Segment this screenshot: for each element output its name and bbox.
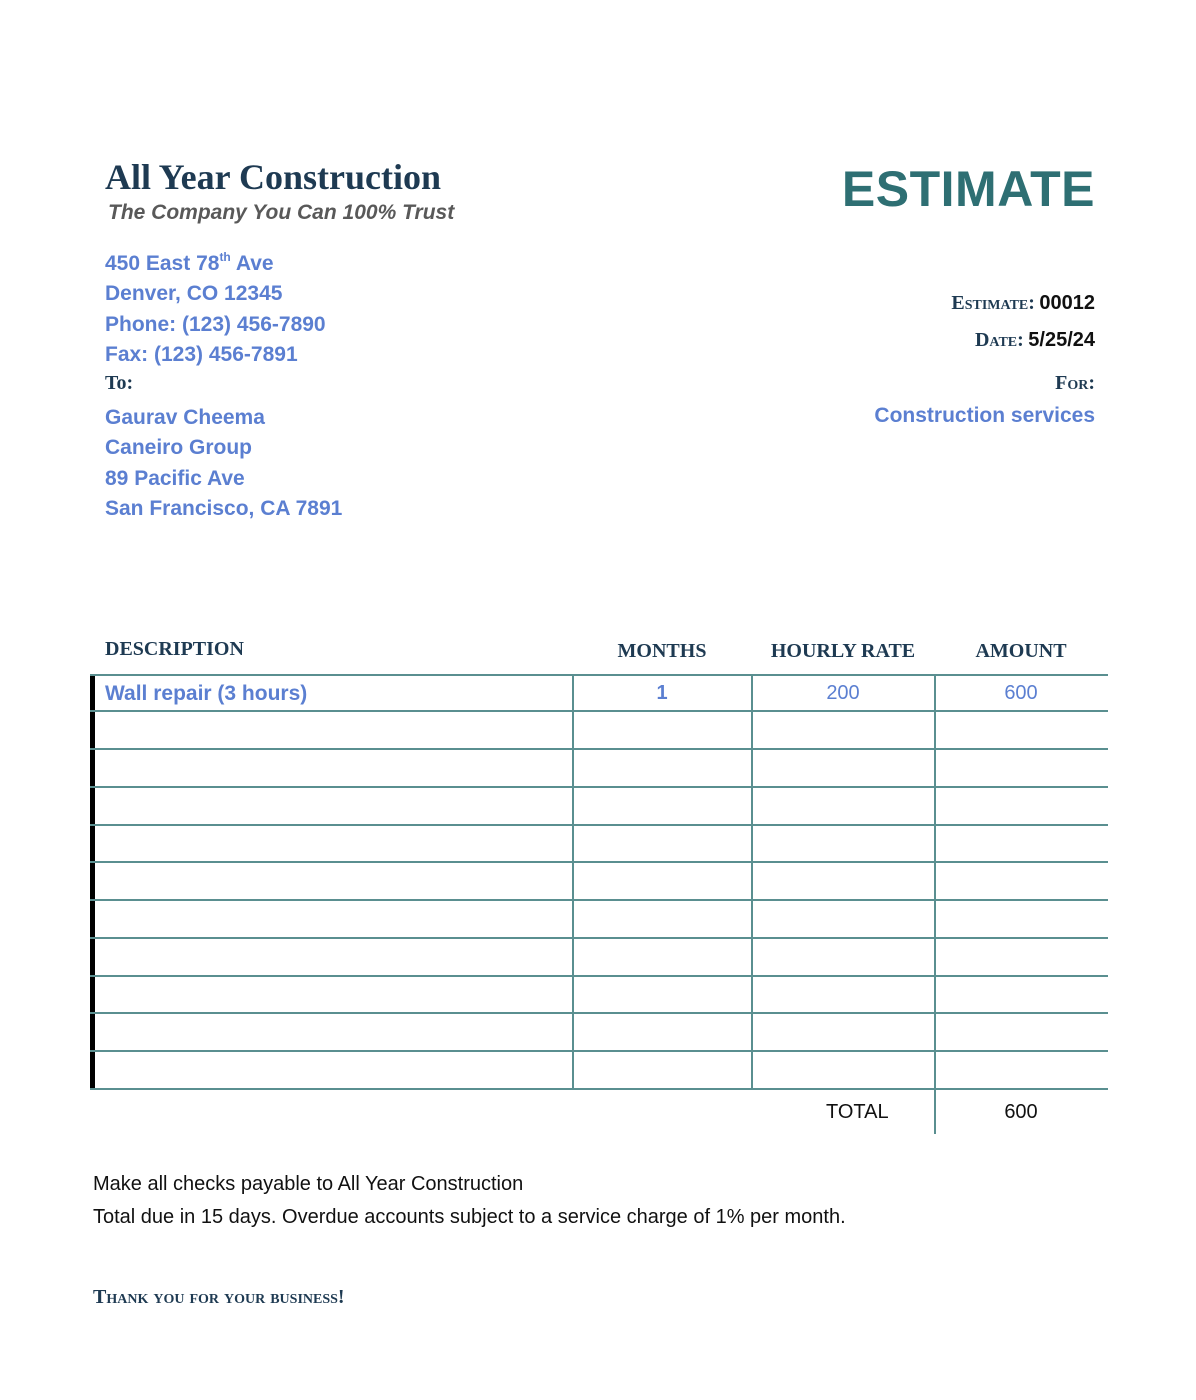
table-rule <box>90 674 1108 676</box>
column-header-description: DESCRIPTION <box>105 638 244 660</box>
table-rule <box>90 824 1108 826</box>
estimate-date-label: Date: <box>974 329 1024 351</box>
estimate-number-label: Estimate: <box>951 292 1035 314</box>
document-title: ESTIMATE <box>841 161 1095 217</box>
table-column-divider <box>751 674 753 1090</box>
recipient-street: 89 Pacific Ave <box>105 467 245 490</box>
total-value: 600 <box>1004 1101 1038 1123</box>
table-column-divider <box>572 674 574 1090</box>
estimate-date-row <box>975 329 1095 352</box>
table-row-months: 1 <box>656 682 668 704</box>
estimate-number-value: 00012 <box>1039 292 1095 314</box>
company-phone: Phone: (123) 456-7890 <box>105 313 326 336</box>
for-label: For: <box>1055 372 1095 394</box>
total-divider <box>934 1090 936 1134</box>
table-rule <box>90 899 1108 901</box>
company-address-line2: Denver, CO 12345 <box>105 282 283 305</box>
table-rule <box>90 1050 1108 1052</box>
table-rule <box>90 710 1108 712</box>
company-tagline: The Company You Can 100% Trust <box>108 201 455 224</box>
company-name: All Year Construction <box>105 157 441 197</box>
thank-you-message: Thank you for your business! <box>93 1286 345 1308</box>
table-rule <box>90 975 1108 977</box>
for-value: Construction services <box>874 404 1095 427</box>
company-address-line1: 450 East 78th Ave <box>105 250 274 275</box>
table-rule <box>90 786 1108 788</box>
table-rule <box>90 1088 1108 1090</box>
column-header-hourly-rate: HOURLY RATE <box>770 640 916 662</box>
company-fax: Fax: (123) 456-7891 <box>105 343 298 366</box>
recipient-city: San Francisco, CA 7891 <box>105 497 343 520</box>
total-label: TOTAL <box>826 1101 889 1123</box>
column-header-amount: AMOUNT <box>975 640 1067 662</box>
table-row-hourly-rate: 200 <box>826 682 860 704</box>
estimate-number-row <box>951 292 1095 315</box>
estimate-date-value: 5/25/24 <box>1028 329 1095 351</box>
table-rule <box>90 748 1108 750</box>
table-row-description: Wall repair (3 hours) <box>105 682 308 705</box>
table-column-divider <box>934 674 936 1090</box>
line-items-table <box>90 674 1108 1092</box>
column-header-months: MONTHS <box>617 640 707 662</box>
table-rule <box>90 1012 1108 1014</box>
table-left-border <box>90 674 95 1090</box>
table-rule <box>90 937 1108 939</box>
table-rule <box>90 861 1108 863</box>
terms-note: Total due in 15 days. Overdue accounts subject to a service charge of 1% per month. <box>93 1206 846 1228</box>
recipient-name: Gaurav Cheema <box>105 406 265 429</box>
recipient-company: Caneiro Group <box>105 436 253 459</box>
to-label: To: <box>105 372 134 394</box>
payment-note: Make all checks payable to All Year Construction <box>93 1173 524 1195</box>
table-row-amount: 600 <box>1004 682 1038 704</box>
